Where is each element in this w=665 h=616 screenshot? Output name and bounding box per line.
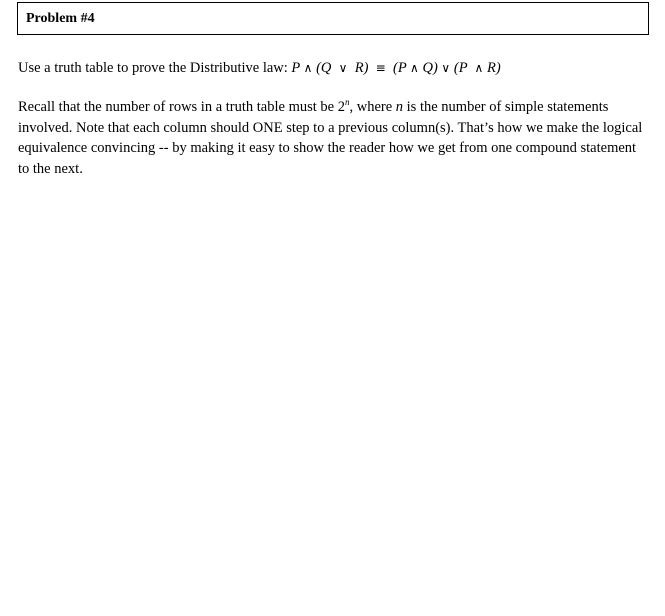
formula-lparen2: ( [392,60,398,76]
formula-lparen1: ( [316,60,321,76]
problem-title: Problem #4 [26,10,95,26]
formula-equiv: ≡ [375,61,386,75]
formula-r1: R [354,60,364,76]
formula-and3: ∧ [474,61,484,75]
recall-paragraph [18,97,643,179]
formula-rparen3: ) [495,60,501,76]
task-statement [18,58,501,78]
formula-and2: ∧ [410,61,419,75]
formula-p1: P [291,60,301,76]
recall-text-part1: Recall that the number of rows in a truth table must be 2 [18,99,345,115]
formula-q1: Q [320,60,332,76]
formula-r3: R [486,60,496,76]
formula-rparen2: ) [432,60,438,76]
recall-variable-n: n [395,99,404,115]
recall-text-part3: is the number of simple statements involved. Note that each column should ONE step to a previous column(s). That’s how we make the logical equivalence convincing -- by making it easy to show the reader how we get from one compound statement to the next. [18,99,643,177]
formula-or1: ∨ [338,61,348,75]
recall-text-part2: , where [349,99,396,115]
formula-or2: ∨ [441,61,451,75]
formula-p3: P [458,60,468,76]
formula-rparen1: ) [363,60,369,76]
formula-p2: P [397,60,407,76]
distributive-law-formula [291,60,500,76]
formula-and1: ∧ [303,61,313,75]
recall-exponent: n [344,97,350,108]
problem-header-box [17,2,649,35]
task-lead: Use a truth table to prove the Distributive law: [18,60,288,76]
formula-lparen3: ( [453,60,459,76]
formula-q2: Q [422,60,433,76]
